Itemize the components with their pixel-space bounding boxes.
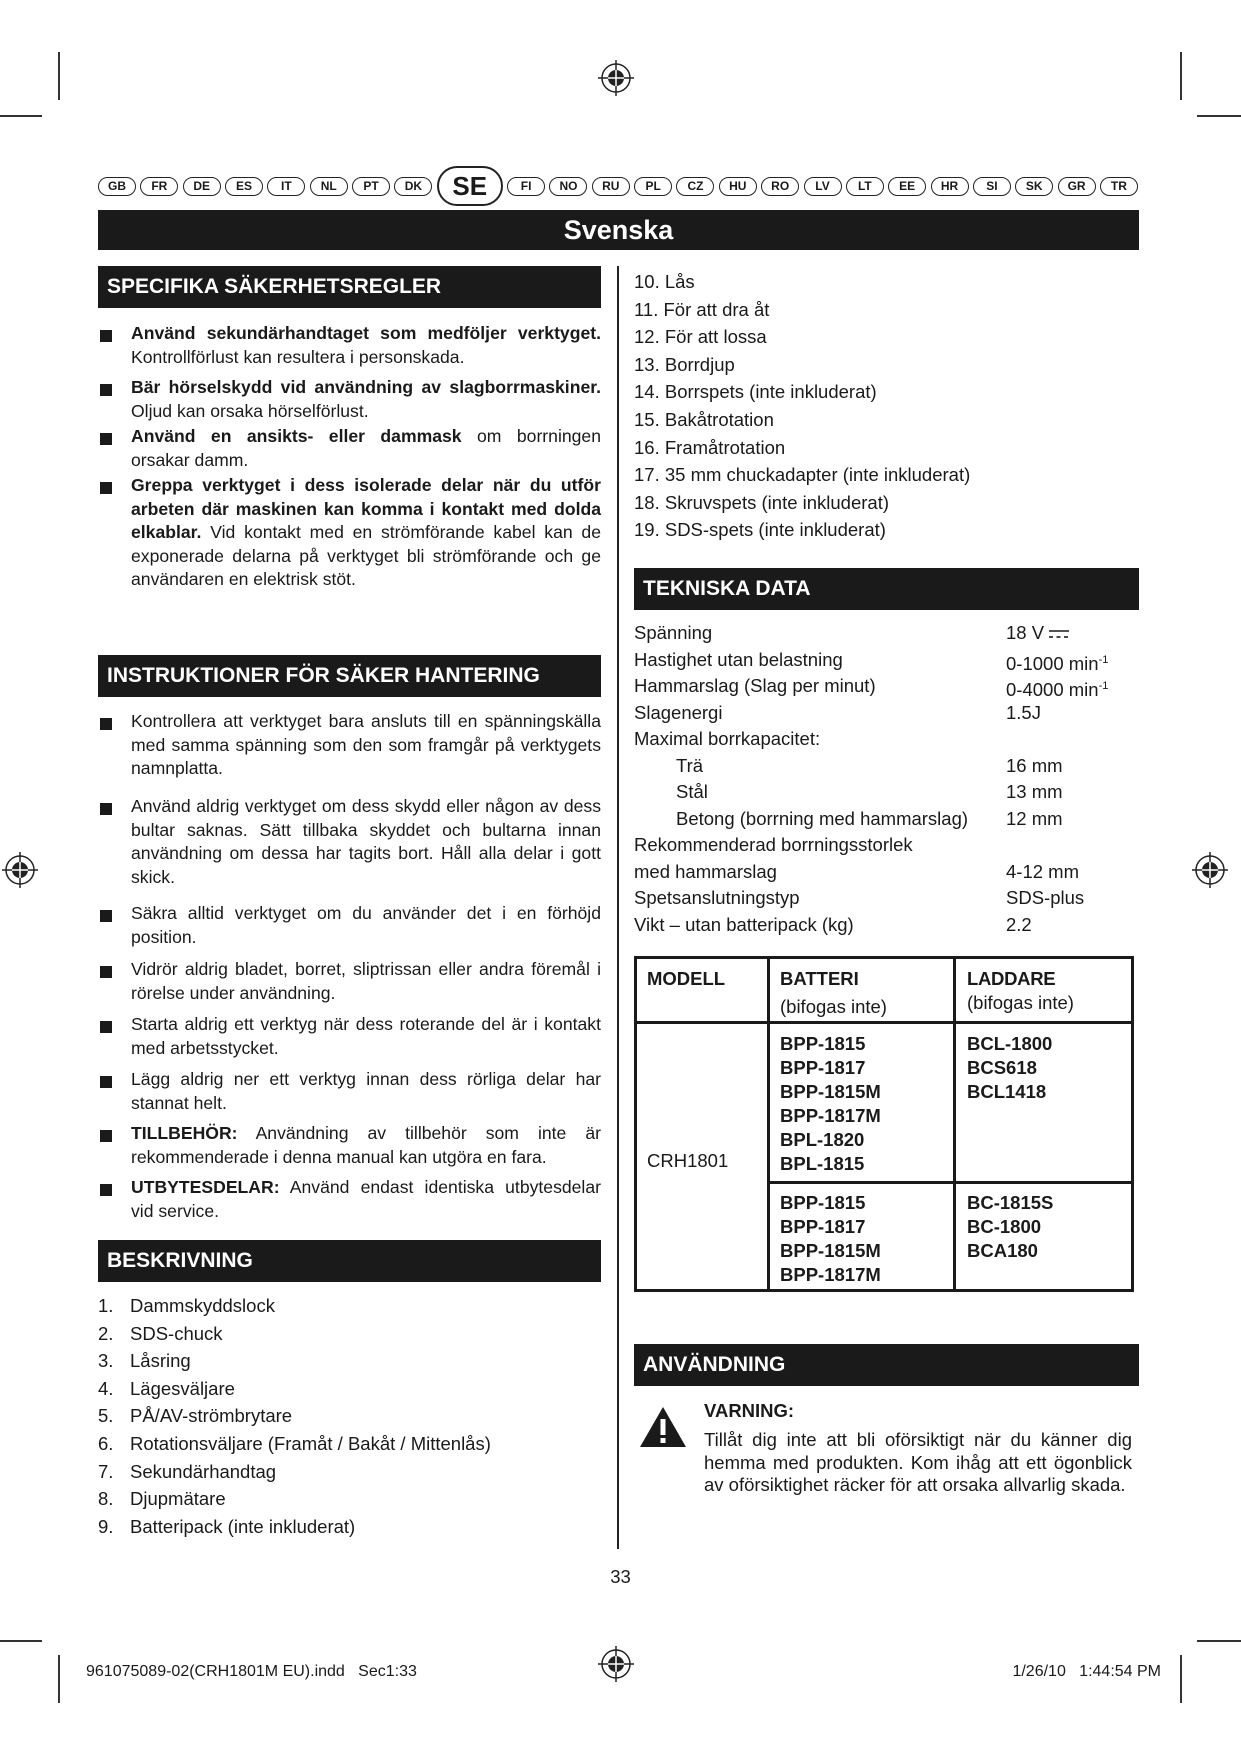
- warning-icon: [638, 1405, 688, 1449]
- registration-mark-icon: [598, 1646, 634, 1682]
- description-item: [98, 1375, 491, 1403]
- model-code: BPL-1815: [780, 1153, 865, 1174]
- footer-date-time: 1/26/10 1:44:54 PM: [1012, 1663, 1161, 1680]
- item-number: 3.: [98, 1350, 114, 1372]
- bullet-item: [98, 710, 601, 781]
- bullet-text: [131, 902, 601, 949]
- language-badge-sk: SK: [1015, 177, 1053, 196]
- tech-value-text: 18 V: [1006, 622, 1045, 643]
- item-label: 15. Bakåtrotation: [634, 408, 774, 430]
- bullet-bold-text: UTBYTESDELAR:: [131, 1177, 280, 1197]
- tech-value-text: 0-1000 min: [1006, 652, 1099, 674]
- bullet-item: [98, 902, 601, 949]
- bullet-body-text: Säkra alltid verktyget om du använder det i en förhöjd position.: [131, 903, 601, 947]
- item-label: Låsring: [130, 1350, 191, 1372]
- page-number: 33: [610, 1566, 631, 1587]
- language-badge-si: SI: [973, 177, 1011, 196]
- warning-title: VARNING:: [704, 1400, 795, 1421]
- item-label: Dammskyddslock: [130, 1295, 275, 1316]
- bullet-text: [131, 474, 601, 592]
- tech-label: Hastighet utan belastning: [634, 648, 843, 670]
- dc-symbol-icon: [1044, 622, 1070, 643]
- item-number: 8.: [98, 1488, 114, 1510]
- language-badge-es: ES: [225, 177, 263, 196]
- tech-label: Rekommenderad borrningsstorlek: [634, 834, 913, 855]
- tech-value-text: 12 mm: [1006, 807, 1063, 829]
- header-charger-sub: (bifogas inte): [967, 992, 1074, 1013]
- tech-value-text: 4-12 mm: [1006, 860, 1079, 882]
- item-number: 6.: [98, 1432, 114, 1454]
- bullet-item: [98, 474, 601, 592]
- tech-value: [1006, 859, 1079, 886]
- bullet-bold-text: Använd en ansikts- eller dammask: [131, 426, 462, 446]
- group2-chargers: [967, 1191, 1053, 1263]
- description-item: [98, 1347, 491, 1375]
- tech-value: [1006, 912, 1032, 939]
- tech-value-sup: -1: [1098, 653, 1109, 666]
- item-number: 7.: [98, 1460, 114, 1482]
- bullet-text: [131, 1013, 601, 1060]
- description-item: [634, 461, 970, 489]
- tech-data-row: [634, 912, 1139, 939]
- description-item: [634, 406, 970, 434]
- tech-value: [1006, 885, 1084, 912]
- bullet-text: [131, 1176, 601, 1223]
- bullet-body-text: Starta aldrig ett verktyg när dess roterande del är i kontakt med arbetsstycket.: [131, 1014, 601, 1058]
- item-label: SDS-chuck: [130, 1322, 223, 1344]
- bullet-bold-text: TILLBEHÖR:: [131, 1123, 238, 1143]
- bullet-item: [98, 322, 601, 369]
- model-code: BPP-1817M: [780, 1105, 881, 1126]
- tech-value: [1006, 806, 1063, 833]
- usage-heading: ANVÄNDNING: [634, 1344, 1139, 1386]
- description-heading: BESKRIVNING: [98, 1240, 601, 1282]
- bullet-body-text: Använd endast identiska utbytesdelar vid service.: [131, 1177, 601, 1221]
- tech-label: med hammarslag: [634, 860, 777, 882]
- language-title: Svenska: [98, 210, 1139, 250]
- description-item: [634, 323, 970, 351]
- model-code: BCA180: [967, 1240, 1038, 1261]
- tech-value: [1006, 779, 1063, 806]
- tech-value-text: 0-4000 min: [1006, 679, 1099, 701]
- tech-value: [1006, 753, 1063, 780]
- crop-mark: [0, 1640, 42, 1642]
- tech-value-text: 13 mm: [1006, 781, 1063, 802]
- header-battery: BATTERI: [780, 968, 859, 989]
- tech-data-table: [634, 620, 1139, 938]
- language-badge-cz: CZ: [676, 177, 714, 196]
- bullet-bold-text: Bär hörselskydd vid användning av slagborrmaskiner.: [131, 377, 601, 397]
- bullet-square-icon: [100, 718, 112, 730]
- tech-value-text: 16 mm: [1006, 754, 1063, 776]
- header-battery-sub: (bifogas inte): [780, 996, 887, 1017]
- bullet-item: [98, 376, 601, 423]
- language-badge-tr: TR: [1100, 177, 1138, 196]
- description-item: [98, 1292, 491, 1320]
- language-badge-fi: FI: [507, 177, 545, 196]
- footer-file-info: 961075089-02(CRH1801M EU).indd Sec1:33: [86, 1663, 417, 1680]
- bullet-bold-text: Använd sekundärhandtaget som medföljer verktyget.: [131, 323, 601, 343]
- bullet-text: [131, 376, 601, 423]
- bullet-text: [131, 958, 601, 1005]
- table-divider: [637, 1021, 1131, 1024]
- tech-label: Betong (borrning med hammarslag): [676, 807, 969, 829]
- description-list-continued: [634, 268, 970, 544]
- description-item: [98, 1320, 491, 1348]
- item-label: Rotationsväljare (Framåt / Bakåt / Mittenlås): [130, 1432, 491, 1454]
- tech-label: Hammarslag (Slag per minut): [634, 675, 876, 696]
- header-charger: LADDARE: [967, 968, 1056, 989]
- model-code: BPP-1817: [780, 1216, 866, 1237]
- item-label: Lägesväljare: [130, 1377, 235, 1399]
- description-list: [98, 1292, 491, 1540]
- bullet-square-icon: [100, 330, 112, 342]
- tech-data-row: [634, 700, 1139, 727]
- model-code: BPP-1815: [780, 1192, 866, 1213]
- item-label: 14. Borrspets (inte inkluderat): [634, 381, 877, 403]
- description-item: [634, 434, 970, 462]
- bullet-body-text: Användning av tillbehör som inte är rekommenderade i denna manual kan utgöra en fara.: [131, 1123, 601, 1167]
- bullet-text: [131, 795, 601, 889]
- column-divider: [617, 266, 619, 1549]
- bullet-item: [98, 425, 601, 472]
- language-selector-bar: [98, 166, 1138, 206]
- bullet-item: [98, 1013, 601, 1060]
- bullet-text: [131, 710, 601, 781]
- tech-label: Vikt – utan batteripack (kg): [634, 913, 854, 935]
- tech-data-row: [634, 673, 1139, 700]
- description-item: [634, 351, 970, 379]
- model-code: BPL-1820: [780, 1129, 865, 1150]
- item-number: 2.: [98, 1322, 114, 1344]
- model-table: [634, 956, 1134, 1292]
- tech-label: Stål: [676, 781, 708, 802]
- tech-data-row: [634, 779, 1139, 806]
- model-code: BCL-1800: [967, 1033, 1053, 1054]
- table-divider: [767, 1181, 1131, 1184]
- language-badge-fr: FR: [140, 177, 178, 196]
- language-badge-lv: LV: [804, 177, 842, 196]
- tech-label: Spänning: [634, 622, 713, 643]
- description-item: [98, 1402, 491, 1430]
- tech-label: Spetsanslutningstyp: [634, 887, 800, 908]
- bullet-body-text: Vidrör aldrig bladet, borret, sliptrissan eller andra föremål i rörelse under användning.: [131, 959, 601, 1003]
- description-item: [98, 1430, 491, 1458]
- tech-data-heading: TEKNISKA DATA: [634, 568, 1139, 610]
- crop-mark: [0, 115, 42, 117]
- tech-data-row: [634, 859, 1139, 886]
- model-code: BCS618: [967, 1057, 1037, 1078]
- bullet-item: [98, 1176, 601, 1223]
- language-badge-se: SE: [437, 166, 503, 206]
- bullet-square-icon: [100, 433, 112, 445]
- language-badge-nl: NL: [310, 177, 348, 196]
- language-badge-hr: HR: [931, 177, 969, 196]
- language-badge-ee: EE: [888, 177, 926, 196]
- model-code: BC-1815S: [967, 1192, 1054, 1213]
- item-label: Djupmätare: [130, 1488, 226, 1510]
- group1-chargers: [967, 1032, 1052, 1104]
- tech-data-row: [634, 806, 1139, 833]
- description-item: [634, 296, 970, 324]
- description-item: [98, 1458, 491, 1486]
- bullet-square-icon: [100, 1021, 112, 1033]
- bullet-square-icon: [100, 384, 112, 396]
- group1-batteries: [780, 1032, 881, 1176]
- registration-mark-icon: [2, 852, 38, 888]
- tech-label: Trä: [676, 754, 704, 776]
- item-label: 17. 35 mm chuckadapter (inte inkluderat): [634, 464, 971, 486]
- language-badge-dk: DK: [394, 177, 432, 196]
- bullet-text: [131, 1068, 601, 1115]
- language-badge-gr: GR: [1058, 177, 1096, 196]
- item-label: Batteripack (inte inkluderat): [130, 1515, 356, 1537]
- header-model: MODELL: [647, 968, 726, 989]
- tech-data-row: [634, 885, 1139, 912]
- description-item: [634, 378, 970, 406]
- model-code: BPP-1815M: [780, 1081, 881, 1102]
- item-label: 16. Framåtrotation: [634, 436, 786, 458]
- item-number: 4.: [98, 1377, 114, 1399]
- language-badge-hu: HU: [719, 177, 757, 196]
- warning-text: Tillåt dig inte att bli oförsiktigt när du känner dig hemma med produkten. Kom ihåg att ett ögonblick av oförsiktighet räcker för att orsaka allvarlig skada.: [704, 1429, 1132, 1495]
- description-item: [98, 1513, 491, 1541]
- item-number: 5.: [98, 1405, 114, 1427]
- bullet-square-icon: [100, 482, 112, 494]
- language-badge-pl: PL: [634, 177, 672, 196]
- item-label: 13. Borrdjup: [634, 353, 735, 375]
- item-label: PÅ/AV-strömbrytare: [130, 1405, 293, 1427]
- handling-heading: INSTRUKTIONER FÖR SÄKER HANTERING: [98, 655, 601, 697]
- tech-value-text: 1.5J: [1006, 701, 1041, 723]
- item-label: Sekundärhandtag: [130, 1460, 277, 1482]
- bullet-item: [98, 1068, 601, 1115]
- item-label: 11. För att dra åt: [634, 298, 770, 320]
- bullet-text: [131, 425, 601, 472]
- bullet-item: [98, 795, 601, 889]
- bullet-body-text: Lägg aldrig ner ett verktyg innan dess rörliga delar har stannat helt.: [131, 1069, 601, 1113]
- bullet-square-icon: [100, 803, 112, 815]
- tech-value-text: SDS-plus: [1006, 887, 1085, 908]
- bullet-body-text: Oljud kan orsaka hörselförlust.: [131, 400, 369, 421]
- item-label: 10. Lås: [634, 271, 695, 292]
- table-divider: [953, 959, 956, 1289]
- language-badge-pt: PT: [352, 177, 390, 196]
- language-badge-ro: RO: [761, 177, 799, 196]
- tech-data-row: [634, 753, 1139, 780]
- description-item: [634, 268, 970, 296]
- bullet-body-text: Vid kontakt med en strömförande kabel kan de exponerade delarna på verktyget bli strömförande och ge användaren en elektrisk stöt.: [131, 522, 601, 589]
- bullet-square-icon: [100, 1130, 112, 1142]
- language-badge-gb: GB: [98, 177, 136, 196]
- registration-mark-icon: [598, 60, 634, 96]
- bullet-text: [131, 1122, 601, 1169]
- item-label: 12. För att lossa: [634, 326, 767, 348]
- tech-value: [1006, 620, 1070, 647]
- description-item: [634, 516, 970, 544]
- tech-data-row: [634, 726, 1139, 753]
- tech-value-text: 2.2: [1006, 913, 1032, 935]
- group2-batteries: [780, 1191, 881, 1287]
- crop-mark: [58, 1655, 60, 1703]
- model-code: BC-1800: [967, 1216, 1042, 1237]
- model-code: BPP-1817M: [780, 1264, 881, 1285]
- language-badge-de: DE: [183, 177, 221, 196]
- tech-value: [1006, 700, 1041, 727]
- model-code: BPP-1815M: [780, 1240, 881, 1261]
- language-badge-it: IT: [267, 177, 305, 196]
- description-item: [98, 1485, 491, 1513]
- bullet-square-icon: [100, 910, 112, 922]
- model-code: BCL1418: [967, 1081, 1047, 1102]
- tech-label: Slagenergi: [634, 701, 723, 723]
- bullet-square-icon: [100, 966, 112, 978]
- language-badge-lt: LT: [846, 177, 884, 196]
- bullet-body-text: Använd aldrig verktyget om dess skydd eller någon av dess bultar saknas. Sätt tillbaka skyddet och bultarna innan användning om dessa har tagits bort. Håll alla delar i gott skick.: [131, 796, 601, 887]
- bullet-body-text: Kontrollera att verktyget bara ansluts till en spänningskälla med samma spänning som den som framgår på verktygets namnplatta.: [131, 711, 601, 778]
- bullet-text: [131, 322, 601, 369]
- bullet-bold-text: Greppa verktyget i dess isolerade delar när du utför arbeten där maskinen kan komma i kontakt med dolda elkablar.: [131, 475, 601, 542]
- crop-mark: [1180, 1655, 1182, 1703]
- item-number: 9.: [98, 1515, 114, 1537]
- bullet-body-text: Kontrollförlust kan resultera i personskada.: [131, 346, 465, 367]
- description-item: [634, 489, 970, 517]
- language-badge-no: NO: [549, 177, 587, 196]
- tech-data-row: [634, 832, 1139, 859]
- model-code: BPP-1815: [780, 1033, 866, 1054]
- crop-mark: [1197, 115, 1241, 117]
- table-divider: [767, 959, 770, 1289]
- registration-mark-icon: [1192, 852, 1228, 888]
- item-label: 19. SDS-spets (inte inkluderat): [634, 519, 886, 541]
- tech-value-sup: -1: [1098, 680, 1109, 692]
- bullet-square-icon: [100, 1076, 112, 1088]
- item-label: 18. Skruvspets (inte inkluderat): [634, 491, 890, 513]
- bullet-square-icon: [100, 1184, 112, 1196]
- tech-data-row: [634, 647, 1139, 674]
- bullet-item: [98, 1122, 601, 1169]
- tech-data-row: [634, 620, 1139, 647]
- crop-mark: [1197, 1640, 1241, 1642]
- bullet-body-text: om borrningen orsakar damm.: [131, 426, 601, 470]
- model-cell: CRH1801: [647, 1150, 729, 1171]
- crop-mark: [1180, 52, 1182, 100]
- bullet-item: [98, 958, 601, 1005]
- safety-heading: SPECIFIKA SÄKERHETSREGLER: [98, 266, 601, 308]
- model-code: BPP-1817: [780, 1057, 866, 1078]
- tech-label: Maximal borrkapacitet:: [634, 728, 821, 749]
- language-badge-ru: RU: [592, 177, 630, 196]
- item-number: 1.: [98, 1295, 114, 1316]
- crop-mark: [58, 52, 60, 100]
